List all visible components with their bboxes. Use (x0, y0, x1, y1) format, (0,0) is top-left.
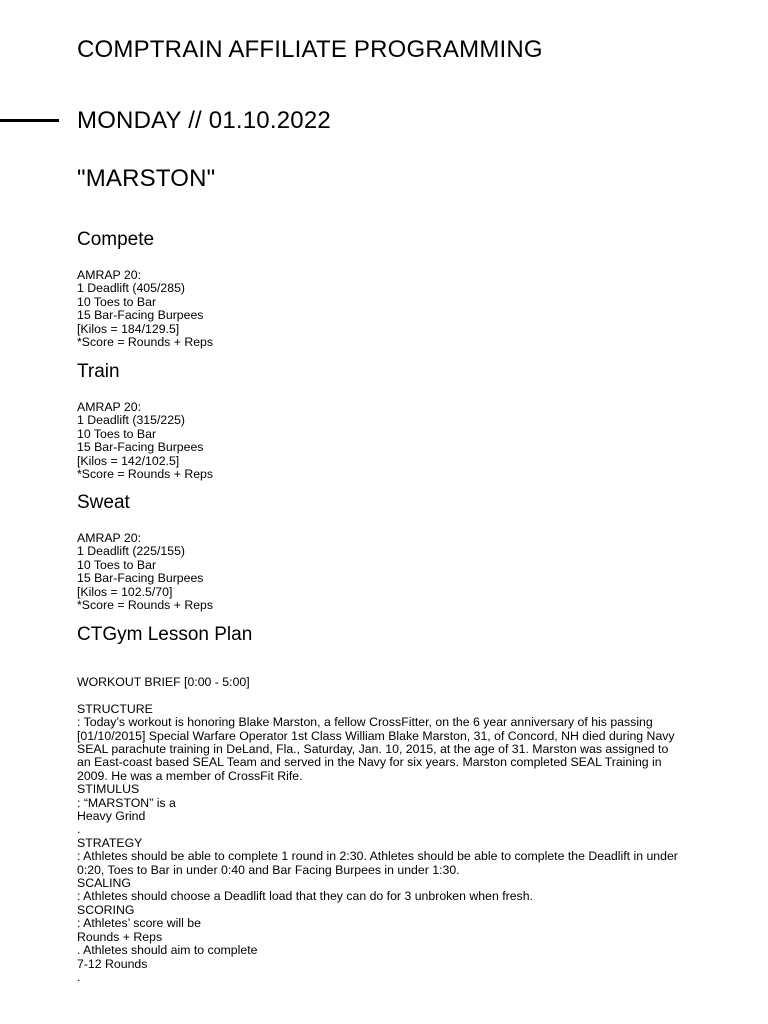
brief-line: Rounds + Reps (77, 929, 163, 944)
section-body-compete (77, 269, 213, 349)
workout-name: "MARSTON" (77, 165, 216, 192)
lesson-plan-heading: CTGym Lesson Plan (77, 624, 253, 645)
brief-line: : Athletes should be able to complete 1 round in 2:30. Athletes should be able to complete the Deadlift in under (77, 849, 678, 864)
brief-label-scoring: SCORING (77, 902, 135, 917)
brief-line: SEAL parachute training in DeLand, Fla., Saturday, Jan. 10, 2015, at the age of 31. Marston was assigned to (77, 742, 669, 757)
brief-label-strategy: STRATEGY (77, 835, 143, 850)
workout-line: 15 Bar-Facing Burpees (77, 440, 204, 455)
workout-line: AMRAP 20: (77, 400, 142, 414)
date-heading: MONDAY // 01.10.2022 (77, 107, 331, 134)
section-body-train (77, 401, 213, 481)
brief-line: . (77, 822, 81, 837)
workout-line: [Kilos = 184/129.5] (77, 321, 180, 336)
section-heading-train: Train (77, 361, 120, 382)
workout-line: 10 Toes to Bar (77, 557, 157, 572)
brief-line: : Today’s workout is honoring Blake Marston, a fellow CrossFitter, on the 6 year anniversary of his passing (77, 715, 653, 730)
workout-line: 1 Deadlift (405/285) (77, 281, 186, 296)
lesson-plan-body (77, 676, 697, 984)
section-heading-compete: Compete (77, 229, 155, 250)
workout-line: 10 Toes to Bar (77, 426, 157, 441)
workout-line: *Score = Rounds + Reps (77, 335, 214, 350)
workout-brief-title: WORKOUT BRIEF [0:00 - 5:00] (77, 675, 250, 689)
brief-line: : “MARSTON” is a (77, 795, 176, 810)
workout-line: 10 Toes to Bar (77, 294, 157, 309)
brief-label-stimulus: STIMULUS (77, 782, 140, 797)
brief-line: : Athletes should choose a Deadlift load that they can do for 3 unbroken when fresh. (77, 889, 533, 904)
workout-line: 15 Bar-Facing Burpees (77, 571, 204, 586)
brief-label-scaling: SCALING (77, 876, 131, 891)
workout-line: AMRAP 20: (77, 268, 142, 282)
brief-line: : Athletes’ score will be (77, 916, 201, 931)
spacer (77, 689, 697, 702)
brief-label-structure: STRUCTURE (77, 701, 153, 716)
brief-line: [01/10/2015] Special Warfare Operator 1st Class William Blake Marston, 31, of Concord, NH died during Navy (77, 728, 675, 743)
workout-line: [Kilos = 102.5/70] (77, 584, 173, 599)
workout-line: 1 Deadlift (225/155) (77, 544, 186, 559)
brief-line: Heavy Grind (77, 809, 146, 824)
workout-line: *Score = Rounds + Reps (77, 467, 214, 482)
brief-line: an East-coast based SEAL Team and served in the Navy for six years. Marston completed SEAL Training in (77, 755, 662, 770)
accent-rule (0, 119, 59, 122)
workout-line: [Kilos = 142/102.5] (77, 453, 180, 468)
workout-line: *Score = Rounds + Reps (77, 598, 214, 613)
section-heading-sweat: Sweat (77, 492, 130, 513)
document-title: COMPTRAIN AFFILIATE PROGRAMMING (77, 36, 543, 63)
brief-line: . (77, 969, 81, 984)
workout-line: 15 Bar-Facing Burpees (77, 308, 204, 323)
workout-line: AMRAP 20: (77, 531, 142, 545)
brief-line: . Athletes should aim to complete (77, 943, 258, 958)
workout-line: 1 Deadlift (315/225) (77, 413, 186, 428)
brief-line: 2009. He was a member of CrossFit Rife. (77, 768, 303, 783)
brief-line: 7-12 Rounds (77, 956, 148, 971)
section-body-sweat (77, 532, 213, 612)
brief-line: 0:20, Toes to Bar in under 0:40 and Bar Facing Burpees in under 1:30. (77, 862, 460, 877)
